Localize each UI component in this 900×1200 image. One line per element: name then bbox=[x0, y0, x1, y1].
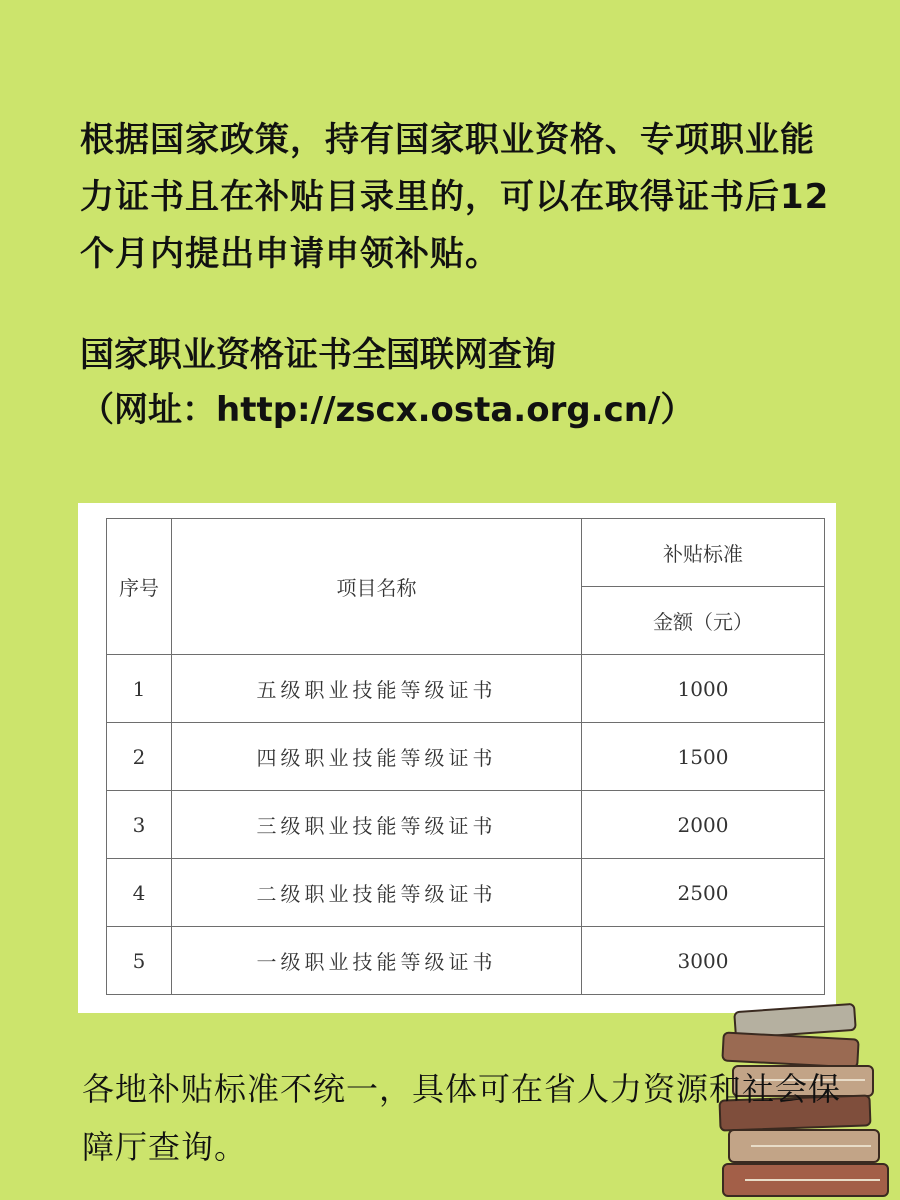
table-row bbox=[107, 927, 825, 995]
row-index: 5 bbox=[107, 927, 172, 995]
table-row bbox=[107, 723, 825, 791]
row-index: 2 bbox=[107, 723, 172, 791]
row-amount: 1000 bbox=[582, 655, 825, 723]
table-row bbox=[107, 791, 825, 859]
row-name: 三级职业技能等级证书 bbox=[172, 791, 582, 859]
row-index: 3 bbox=[107, 791, 172, 859]
table-row bbox=[107, 655, 825, 723]
row-amount: 2500 bbox=[582, 859, 825, 927]
table-row bbox=[107, 859, 825, 927]
header-standard: 补贴标准 bbox=[582, 519, 825, 587]
subsidy-table-card bbox=[78, 503, 836, 1013]
row-name: 一级职业技能等级证书 bbox=[172, 927, 582, 995]
header-name: 项目名称 bbox=[172, 519, 582, 655]
lookup-url: （网址：http://zscx.osta.org.cn/） bbox=[80, 390, 695, 430]
header-index: 序号 bbox=[107, 519, 172, 655]
row-amount: 3000 bbox=[582, 927, 825, 995]
row-name: 五级职业技能等级证书 bbox=[172, 655, 582, 723]
header-amount: 金额（元） bbox=[582, 587, 825, 655]
row-amount: 1500 bbox=[582, 723, 825, 791]
row-index: 4 bbox=[107, 859, 172, 927]
row-name: 四级职业技能等级证书 bbox=[172, 723, 582, 791]
row-name: 二级职业技能等级证书 bbox=[172, 859, 582, 927]
note-text: 各地补贴标准不统一，具体可在省人力资源和社会保障厅查询。 bbox=[82, 1070, 842, 1166]
lookup-title: 国家职业资格证书全国联网查询 bbox=[80, 335, 556, 375]
subsidy-table bbox=[106, 518, 825, 995]
lookup-block bbox=[80, 328, 840, 438]
row-amount: 2000 bbox=[582, 791, 825, 859]
intro-text: 根据国家政策，持有国家职业资格、专项职业能力证书且在补贴目录里的，可以在取得证书后12个月内提出申请申领补贴。 bbox=[80, 120, 830, 274]
row-index: 1 bbox=[107, 655, 172, 723]
